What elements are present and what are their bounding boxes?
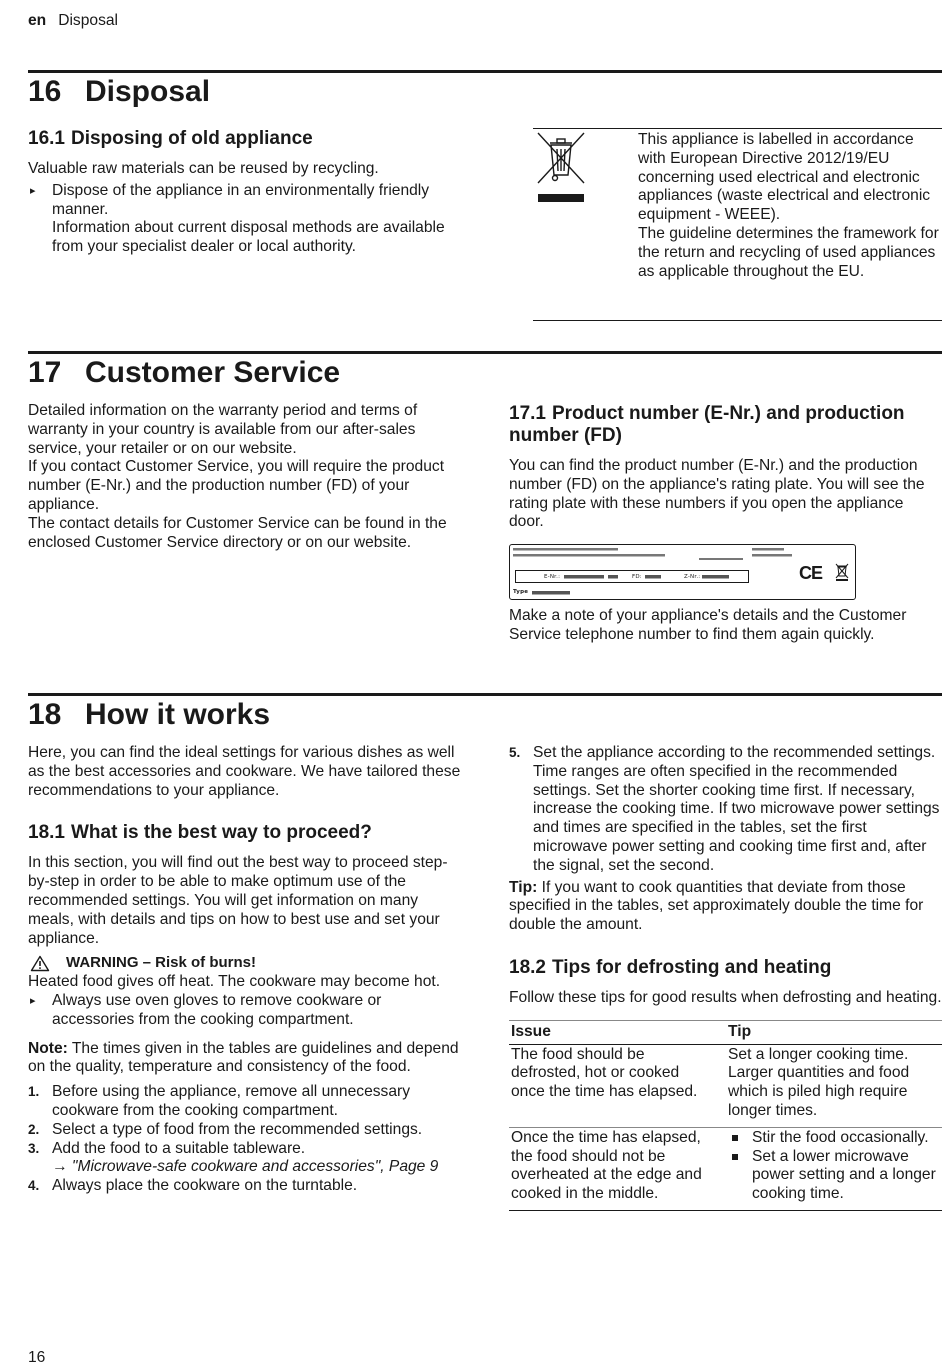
section-title-18-2: 18.2 Tips for defrosting and heating [509,956,832,978]
crossed-out-wheelie-bin-icon [534,131,588,211]
paragraph: Detailed information on the warranty period and terms of warranty in your country is available from our after-sales service, your retailer or on our website. [28,402,418,457]
bullet-item: ▸ Dispose of the appliance in an environmentally friendly manner. [28,182,460,220]
paragraph: In this section, you will find out the best way to proceed step-by-step in order to be able to make optimum use of the recommended settings. You will get information on many meals, with details and tips on how to best use and set your appliance. [28,854,448,947]
list-item: 5. Set the appliance according to the recommended settings. Time ranges are often specified in the recommended settings. Set the shorter cooking time first. If necessary, increase the cooking time. If two microwave power settings and times are specified in the tables, set the first microwave power setting and cooking time first and, after the signal, set the second. [509,744,942,876]
disposal-left-column [28,128,460,257]
plate-weee-icon [835,563,849,581]
steps-list [28,1083,462,1196]
list-item: Stir the food occasionally. [728,1129,940,1148]
tip: Tip: If you want to cook quantities that deviate from those specified in the tables, set approximately double the time for double the amount. [509,878,924,934]
table-row [509,1127,942,1210]
rating-plate [509,544,856,600]
running-header [28,12,118,31]
chapter-title-customer-service: 17 Customer Service [28,356,341,389]
enr-label: E-Nr.: [544,574,561,580]
paragraph: Valuable raw materials can be reused by recycling. [28,160,379,177]
step-detail: Time ranges are often specified in the recommended settings. Set the shorter cooking time first. If necessary, increase the cooking time. If two microwave power settings and times are specified in the tables, set the first microwave power setting and cooking time first and, after the signal, set the second. [533,762,940,874]
list-item: 1. Before using the appliance, remove all unnecessary cookware from the cooking compartment. [28,1083,411,1119]
paragraph: This appliance is labelled in accordance with European Directive 2012/19/EU concerning used electrical and electronic appliances (waste electrical and electronic equipment - WEEE). [638,131,931,224]
chapter-rule [28,693,942,696]
column-header-tip: Tip [726,1020,942,1044]
paragraph: Make a note of your appliance's details and the Customer Service telephone number to find them again quickly. [509,607,907,643]
chapter-title-how-it-works: 18 How it works [28,698,271,731]
table-row [509,1044,942,1127]
list-item: 2. Select a type of food from the recommended settings. [28,1120,423,1138]
running-section: Disposal [58,12,119,29]
section-title-17-1: 17.1 Product number (E-Nr.) and production number (FD) [509,403,905,446]
how-left-column [28,744,462,1196]
ce-mark: CE [799,563,823,583]
paragraph: The guideline determines the framework for the return and recycling of used appliances as applicable throughout the EU. [638,224,939,280]
paragraph: Here, you can find the ideal settings for various dishes as well as the best accessories and cookware. We have tailored these recommendations to your appliance. [28,744,461,799]
cross-reference-link[interactable]: → "Microwave-safe cookware and accessories", Page 9 [52,1158,439,1176]
paragraph: You can find the product number (E-Nr.) and the production number (FD) on the appliance's rating plate. You will see the rating plate with these numbers if you open the appliance door. [509,457,925,531]
note: Note: The times given in the tables are guidelines and depend on the quality, temperature and consistency of the food. [28,1039,459,1076]
plate-number-field [515,570,749,583]
section-title-16-1: 16.1 Disposing of old appliance [28,128,313,149]
fd-label: FD: [632,574,642,580]
type-label: Type [513,589,529,595]
weee-text [638,131,942,281]
language-code: en [28,12,47,29]
column-header-issue: Issue [509,1020,726,1044]
service-right-note [509,607,942,645]
chapter-title-disposal: 16 Disposal [28,75,211,108]
warning-bullet: ▸ Always use oven gloves to remove cookware or accessories from the cooking compartment. [28,992,462,1030]
chapter-rule [28,70,942,73]
list-item: 4. Always place the cookware on the turntable. [28,1177,358,1195]
table-cell: Set a longer cooking time. Larger quantities and food which is piled high require longer times. [726,1044,942,1127]
list-item: Set a lower microwave power setting and a longer cooking time. [728,1148,940,1204]
warning-triangle-icon [30,955,50,972]
service-right-column [509,403,942,532]
list-item: 3. Add the food to a suitable tableware. → "Microwave-safe cookware and accessories", Page 9 [28,1140,462,1178]
warning-heading: WARNING – Risk of burns! [28,954,462,973]
paragraph: If you contact Customer Service, you will require the product number (E-Nr.) and the production number (FD) of your appliance. [28,458,445,513]
section-title-18-1: 18.1 What is the best way to proceed? [28,822,372,844]
weee-bottom-rule [533,320,942,321]
how-right-column [509,744,942,1211]
defrost-tips-table [509,1020,942,1211]
table-cell: The food should be defrosted, hot or cooked once the time has elapsed. [509,1044,726,1127]
paragraph: The contact details for Customer Service can be found in the enclosed Customer Service directory or on our website. [28,514,447,551]
table-cell: Once the time has elapsed, the food should not be overheated at the edge and cooked in the middle. [509,1127,726,1210]
znr-label: Z-Nr.: [684,574,701,580]
chapter-rule [28,351,942,354]
paragraph: Follow these tips for good results when defrosting and heating. [509,988,942,1006]
weee-top-rule [533,128,942,129]
paragraph: Information about current disposal methods are available from your specialist dealer or local authority. [52,219,445,256]
table-cell [726,1127,942,1210]
page-number: 16 [28,1349,46,1366]
warning-text: Heated food gives off heat. The cookware may become hot. [28,973,441,991]
service-left-column [28,402,460,552]
